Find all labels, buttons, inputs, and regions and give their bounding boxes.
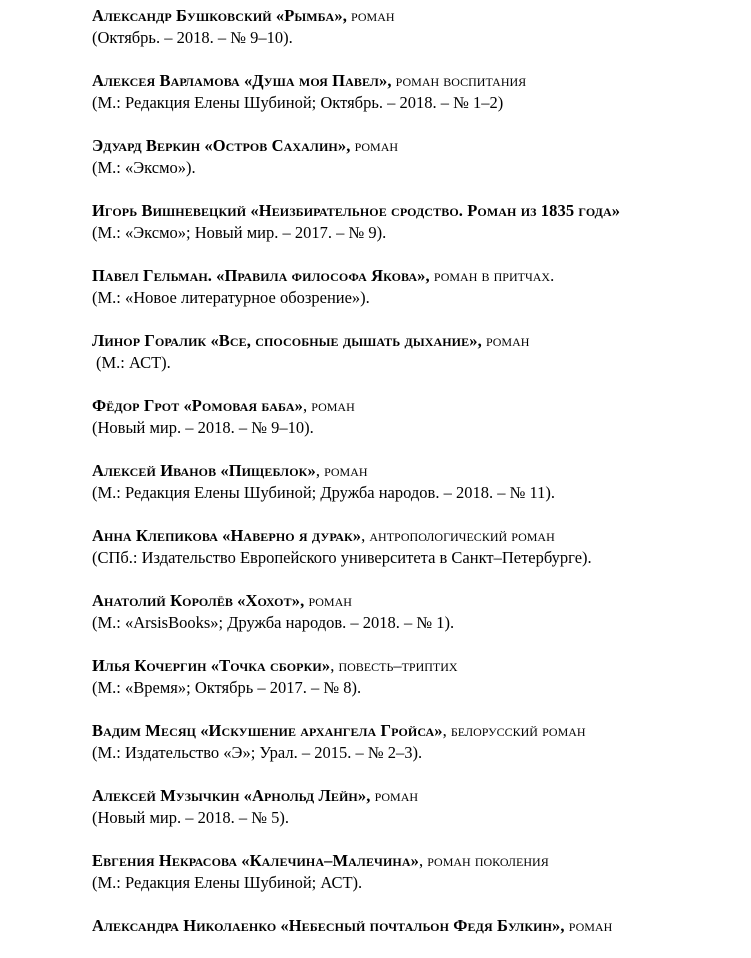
- entry-publication: (М.: «Эксмо»; Новый мир. – 2017. – № 9).: [92, 223, 387, 242]
- entry-genre: повесть–триптих: [338, 656, 458, 675]
- entry-heading: Фёдор Грот «Ромовая баба», роман: [92, 396, 355, 415]
- entry-title: «Неизбирательное сродство. Роман из 1835 года»: [250, 201, 621, 220]
- entry-title: «Хохот»: [237, 591, 301, 610]
- entry-publication: (СПб.: Издательство Европейского университета в Санкт–Петербурге).: [92, 548, 592, 567]
- entry-heading: Павел Гельман. «Правила философа Якова», роман в притчах.: [92, 266, 555, 285]
- entry-author: Фёдор Грот: [92, 396, 180, 415]
- entry-heading: Александр Бушковский «Рымба», роман: [92, 6, 395, 25]
- entry-publication: (М.: АСТ).: [96, 353, 171, 372]
- entry-publication: (М.: «Время»; Октябрь – 2017. – № 8).: [92, 678, 362, 697]
- entry-genre: роман: [311, 396, 355, 415]
- entry-genre: роман в притчах.: [433, 266, 555, 285]
- entry-publication: (М.: «Эксмо»).: [92, 158, 196, 177]
- entry-author: Александра Николаенко: [92, 916, 277, 935]
- entry-author: Анна Клепикова: [92, 526, 219, 545]
- entry-publication: (М.: «ArsisBooks»; Дружба народов. – 2018. – № 1).: [92, 613, 455, 632]
- entry-publication: (Октябрь. – 2018. – № 9–10).: [92, 28, 293, 47]
- entry-grot: [92, 395, 716, 439]
- entry-title: «Наверно я дурак»: [222, 526, 362, 545]
- entry-publication: (Новый мир. – 2018. – № 9–10).: [92, 418, 314, 437]
- entry-heading: Александра Николаенко «Небесный почтальон Федя Булкин», роман: [92, 916, 613, 935]
- entry-title: «Точка сборки»: [210, 656, 331, 675]
- entry-genre: роман воспитания: [395, 71, 527, 90]
- entry-heading: Линор Горалик «Все, способные дышать дыхание», роман: [92, 331, 530, 350]
- entry-title: «Пищеблок»: [220, 461, 316, 480]
- entry-publication: (М.: Редакция Елены Шубиной; Октябрь. – 2018. – № 1–2): [92, 93, 504, 112]
- entry-heading: [92, 200, 716, 222]
- entry-heading: Илья Кочергин «Точка сборки», повесть–триптих: [92, 656, 458, 675]
- entry-title: «Калечина–Малечина»: [241, 851, 419, 870]
- entry-heading: Алексей Иванов «Пищеблок», роман: [92, 461, 368, 480]
- entry-genre: роман: [568, 916, 613, 935]
- entry-vishnevetsky: [92, 200, 716, 244]
- entry-heading: Вадим Месяц «Искушение архангела Гройса», белорусский роман: [92, 721, 586, 740]
- entry-goralik: [92, 330, 716, 374]
- entry-muzychkin: [92, 785, 716, 829]
- entry-varlamov: [92, 70, 716, 114]
- document-page: [92, 5, 716, 958]
- entry-author: Алексей Иванов: [92, 461, 217, 480]
- entry-author: Павел Гельман.: [92, 266, 213, 285]
- entry-title: «Все, способные дышать дыхание»: [210, 331, 478, 350]
- entry-genre: белорусский роман: [450, 721, 586, 740]
- entry-publication: (М.: Издательство «Э»; Урал. – 2015. – № 2–3).: [92, 743, 423, 762]
- entry-heading: Анатолий Королёв «Хохот», роман: [92, 591, 352, 610]
- entry-author: Вадим Месяц: [92, 721, 197, 740]
- entry-author: Алексей Музычкин: [92, 786, 240, 805]
- entry-heading: Анна Клепикова «Наверно я дурак», антропологический роман: [92, 526, 555, 545]
- entry-title: «Небесный почтальон Федя Булкин»: [280, 916, 561, 935]
- entry-genre: роман: [374, 786, 419, 805]
- entry-verkin: [92, 135, 716, 179]
- entry-author: Эдуард Веркин: [92, 136, 201, 155]
- entry-heading: Алексея Варламова «Душа моя Павел», роман воспитания: [92, 71, 527, 90]
- entry-title: «Правила философа Якова»: [216, 266, 426, 285]
- entry-mesyats: [92, 720, 716, 764]
- entry-genre: роман: [485, 331, 530, 350]
- entry-korolev: [92, 590, 716, 634]
- entry-genre: роман: [351, 6, 395, 25]
- entry-gelman: [92, 265, 716, 309]
- entry-title: «Ромовая баба»: [183, 396, 304, 415]
- entry-title: «Рымба»: [275, 6, 343, 25]
- entry-genre: роман: [354, 136, 399, 155]
- entry-heading: Алексей Музычкин «Арнольд Лейн», роман: [92, 786, 419, 805]
- entry-author: Алексея Варламова: [92, 71, 240, 90]
- entry-title: «Остров Сахалин»: [204, 136, 347, 155]
- entry-publication: (М.: Редакция Елены Шубиной; Дружба народов. – 2018. – № 11).: [92, 483, 555, 502]
- entry-author: Илья Кочергин: [92, 656, 207, 675]
- entry-nekrasova: [92, 850, 716, 894]
- entry-publication: (Новый мир. – 2018. – № 5).: [92, 808, 290, 827]
- entry-publication: (М.: «Новое литературное обозрение»).: [92, 288, 370, 307]
- entry-title: «Душа моя Павел»: [243, 71, 388, 90]
- entry-author: Игорь Вишневецкий: [92, 201, 247, 220]
- entry-genre: роман: [308, 591, 352, 610]
- entry-author: Линор Горалик: [92, 331, 207, 350]
- entry-publication: (М.: Редакция Елены Шубиной; АСТ).: [92, 873, 363, 892]
- entry-author: Евгения Некрасова: [92, 851, 238, 870]
- entry-genre: роман поколения: [427, 851, 549, 870]
- entry-author: Анатолий Королёв: [92, 591, 234, 610]
- entry-genre: роман: [324, 461, 368, 480]
- entry-genre: антропологический роман: [369, 526, 555, 545]
- entry-nikolaenko: [92, 915, 716, 937]
- entry-kochergin: [92, 655, 716, 699]
- entry-ivanov: [92, 460, 716, 504]
- entry-bushkovsky: [92, 5, 716, 49]
- entry-title: «Искушение архангела Гройса»: [200, 721, 443, 740]
- entry-heading: Евгения Некрасова «Калечина–Малечина», роман поколения: [92, 851, 549, 870]
- entry-klepikova: [92, 525, 716, 569]
- entry-heading: Эдуард Веркин «Остров Сахалин», роман: [92, 136, 399, 155]
- entry-title: «Арнольд Лейн»: [243, 786, 367, 805]
- entry-author: Александр Бушковский: [92, 6, 272, 25]
